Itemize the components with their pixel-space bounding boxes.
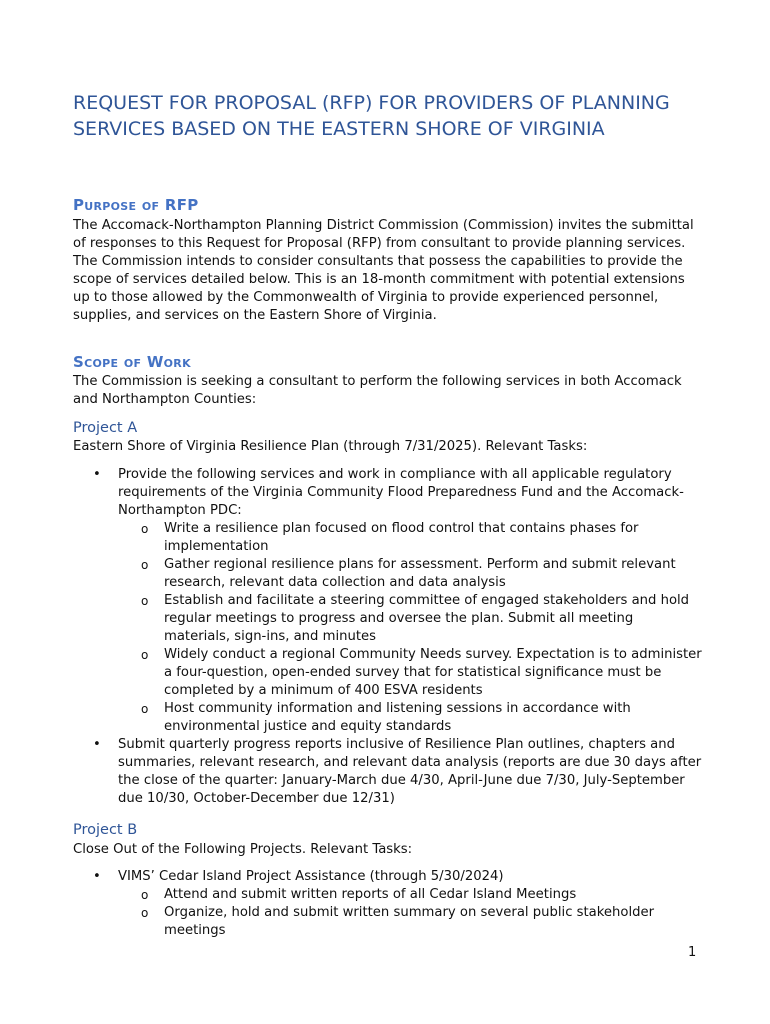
list-item [118,646,703,700]
purpose-paragraph: The Accomack-Northampton Planning District Commission (Commission) invites the submittal of responses to this Request for Proposal (RFP) from consultant to provide planning services. The Commission intends to consider consultants that possess the capabilities to provide the scope of services detailed below. This is an 18-month commitment with potential extensions up to those allowed by the Commonwealth of Virginia to provide experienced personnel, supplies, and services on the Eastern Shore of Virginia. [73,218,694,323]
sub-bullet-marker: o [141,594,149,608]
sub-bullet-marker: o [141,702,149,716]
list-item-text: VIMS’ Cedar Island Project Assistance (through 5/30/2024) [118,869,504,884]
list-item-text: Widely conduct a regional Community Needs survey. Expectation is to administer a four-question, open-ended survey that for statistical significance must be completed by a minimum of 400 ESVA residents [164,647,702,698]
scope-paragraph: The Commission is seeking a consultant to perform the following services in both Accomack and Northampton Counties: [73,374,682,407]
sub-bullet-marker: o [141,522,149,536]
list-item-text: Host community information and listening sessions in accordance with environmental justice and equity standards [164,701,631,734]
sub-bullet-marker: o [141,558,149,572]
list-item [73,736,703,808]
page-number: 1 [688,945,697,960]
list-item [118,592,703,646]
list-item-text: Gather regional resilience plans for assessment. Perform and submit relevant research, relevant data collection and data analysis [164,557,676,590]
project-b-intro: Close Out of the Following Projects. Relevant Tasks: [73,842,413,857]
list-item [118,520,703,556]
project-a-heading: Project A [73,420,138,436]
sub-bullet-marker: o [141,888,149,902]
document-title: REQUEST FOR PROPOSAL (RFP) FOR PROVIDERS OF PLANNING SERVICES BASED ON THE EASTERN SHORE OF VIRGINIA [73,92,670,140]
list-item [73,466,703,736]
bullet-marker: • [93,869,101,884]
project-b-subtask-list [118,886,703,940]
sub-bullet-marker: o [141,648,149,662]
list-item [118,700,703,736]
sub-bullet-marker: o [141,906,149,920]
project-a-subtask-list [118,520,703,736]
list-item [73,868,703,940]
purpose-heading: Purpose of RFP [73,196,199,214]
project-a-task-list [73,466,703,808]
list-item-text: Provide the following services and work in compliance with all applicable regulatory requirements of the Virginia Community Flood Preparedness Fund and the Accomack-Northampton PDC: [118,467,684,518]
bullet-marker: • [93,737,101,752]
list-item-text: Attend and submit written reports of all Cedar Island Meetings [164,887,577,902]
list-item-text: Write a resilience plan focused on flood control that contains phases for implementation [164,521,639,554]
list-item-text: Submit quarterly progress reports inclusive of Resilience Plan outlines, chapters and summaries, relevant research, and relevant data analysis (reports are due 30 days after the close of the quarter: January-March due 4/30, April-June due 7/30, July-September due 10/30, October-December due 12/31) [118,737,702,806]
list-item-text: Establish and facilitate a steering committee of engaged stakeholders and hold regular meetings to progress and oversee the plan. Submit all meeting materials, sign-ins, and minutes [164,593,690,644]
project-a-intro: Eastern Shore of Virginia Resilience Plan (through 7/31/2025). Relevant Tasks: [73,439,588,454]
list-item [118,886,703,904]
bullet-marker: • [93,467,101,482]
list-item [118,556,703,592]
scope-heading: Scope of Work [73,353,191,371]
list-item [118,904,703,940]
project-b-heading: Project B [73,822,138,838]
project-b-task-list [73,868,703,940]
list-item-text: Organize, hold and submit written summary on several public stakeholder meetings [164,905,655,938]
